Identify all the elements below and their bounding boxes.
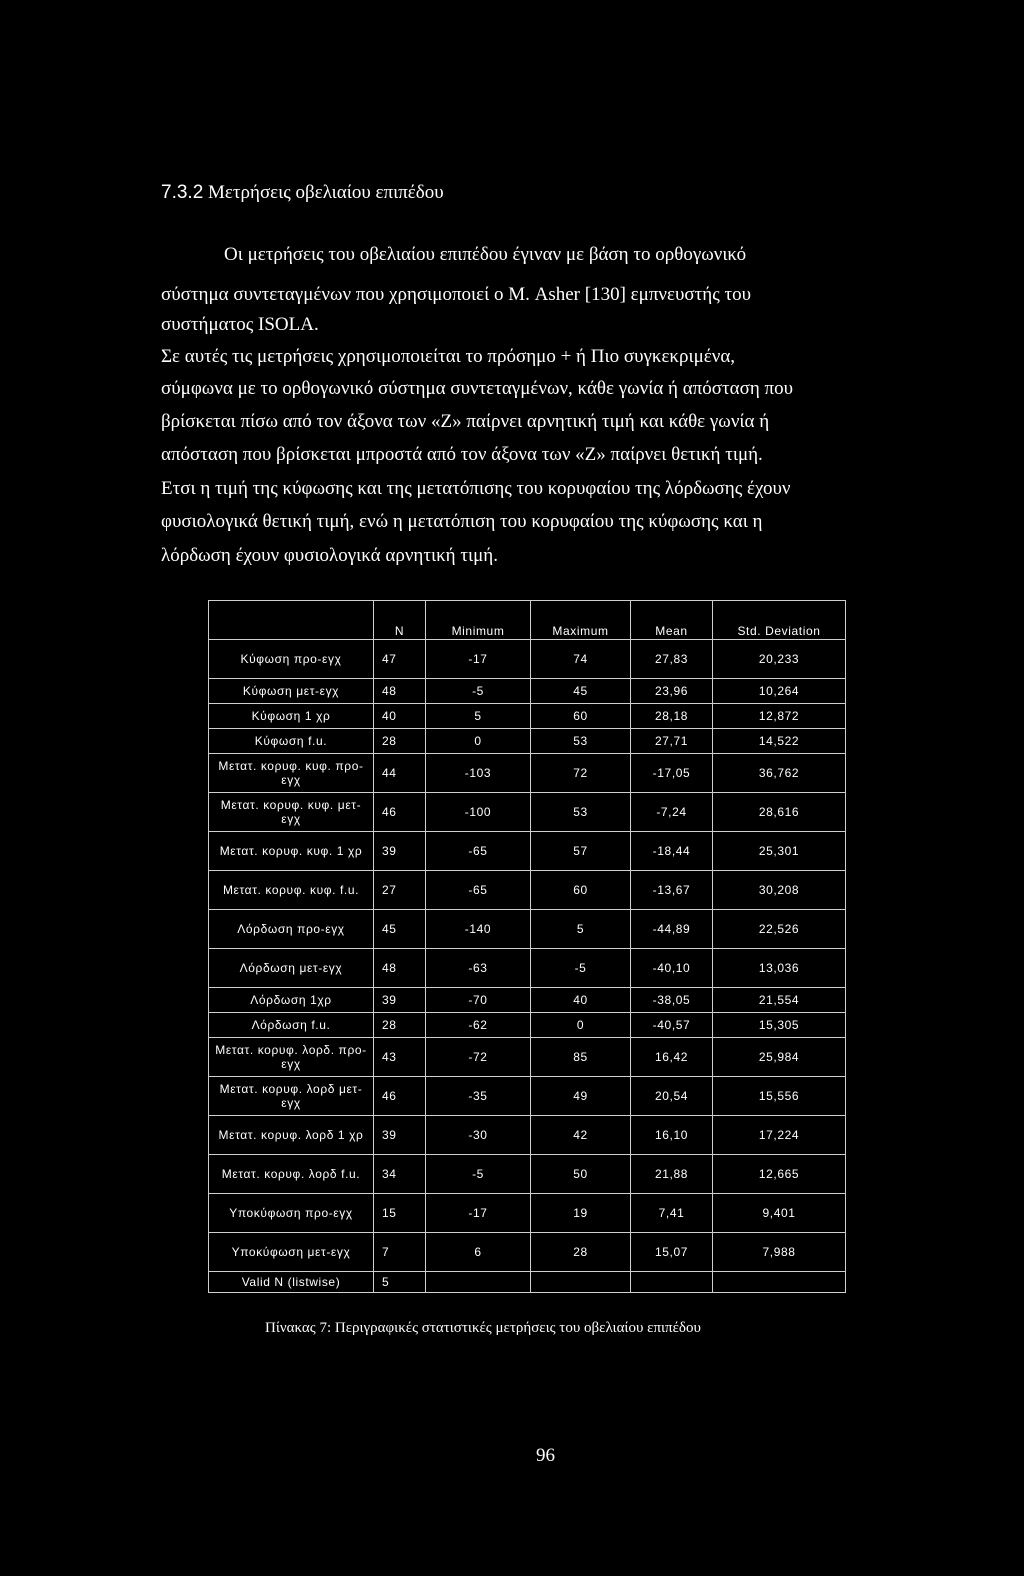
cell-mean: -38,05 xyxy=(631,988,713,1013)
cell-mean: -40,10 xyxy=(631,949,713,988)
row-label: Κύφωση μετ-εγχ xyxy=(209,679,374,704)
table-row xyxy=(209,640,846,679)
cell-n: 43 xyxy=(374,1038,426,1077)
cell-max: 74 xyxy=(531,640,631,679)
cell-n: 5 xyxy=(374,1272,426,1293)
cell-mean: -40,57 xyxy=(631,1013,713,1038)
row-label: Υποκύφωση προ-εγχ xyxy=(209,1194,374,1233)
column-header: Minimum xyxy=(426,601,531,640)
cell-n: 15 xyxy=(374,1194,426,1233)
cell-mean: -44,89 xyxy=(631,910,713,949)
cell-min: -65 xyxy=(426,832,531,871)
cell-n: 27 xyxy=(374,871,426,910)
cell-min: 0 xyxy=(426,729,531,754)
cell-std: 21,554 xyxy=(713,988,846,1013)
table-row xyxy=(209,1038,846,1077)
cell-max: 49 xyxy=(531,1077,631,1116)
table-row xyxy=(209,1155,846,1194)
cell-min: -72 xyxy=(426,1038,531,1077)
row-label: Κύφωση f.u. xyxy=(209,729,374,754)
table-row xyxy=(209,679,846,704)
paragraph-line: Οι μετρήσεις του οβελιαίου επιπέδου έγιναν με βάση το ορθογωνικό xyxy=(224,244,747,265)
cell-n: 28 xyxy=(374,1013,426,1038)
row-label: Μετατ. κορυφ. κυφ. μετ-εγχ xyxy=(209,793,374,832)
cell-min: -65 xyxy=(426,871,531,910)
cell-min xyxy=(426,1272,531,1293)
cell-n: 45 xyxy=(374,910,426,949)
cell-n: 40 xyxy=(374,704,426,729)
cell-std xyxy=(713,1272,846,1293)
cell-min: -17 xyxy=(426,1194,531,1233)
table-row xyxy=(209,1194,846,1233)
cell-n: 48 xyxy=(374,949,426,988)
cell-min: -5 xyxy=(426,679,531,704)
cell-min: -17 xyxy=(426,640,531,679)
cell-mean: -13,67 xyxy=(631,871,713,910)
cell-min: -70 xyxy=(426,988,531,1013)
cell-mean: 16,10 xyxy=(631,1116,713,1155)
column-header: Maximum xyxy=(531,601,631,640)
cell-min: -30 xyxy=(426,1116,531,1155)
column-header: Std. Deviation xyxy=(713,601,846,640)
row-label: Υποκύφωση μετ-εγχ xyxy=(209,1233,374,1272)
cell-min: -35 xyxy=(426,1077,531,1116)
cell-mean xyxy=(631,1272,713,1293)
row-label: Μετατ. κορυφ. λορδ μετ-εγχ xyxy=(209,1077,374,1116)
cell-std: 36,762 xyxy=(713,754,846,793)
cell-n: 48 xyxy=(374,679,426,704)
cell-n: 39 xyxy=(374,988,426,1013)
table-row xyxy=(209,871,846,910)
paragraph-line: σύστημα συντεταγμένων που χρησιμοποιεί ο Μ. Asher [130] εμπνευστής του xyxy=(161,284,752,305)
table-row xyxy=(209,1233,846,1272)
cell-mean: -7,24 xyxy=(631,793,713,832)
cell-max: 53 xyxy=(531,729,631,754)
cell-std: 20,233 xyxy=(713,640,846,679)
column-header: N xyxy=(374,601,426,640)
cell-max: 45 xyxy=(531,679,631,704)
cell-std: 14,522 xyxy=(713,729,846,754)
row-label: Λόρδωση προ-εγχ xyxy=(209,910,374,949)
row-label: Κύφωση 1 χρ xyxy=(209,704,374,729)
cell-n: 39 xyxy=(374,832,426,871)
row-label: Μετατ. κορυφ. κυφ. 1 χρ xyxy=(209,832,374,871)
cell-mean: 16,42 xyxy=(631,1038,713,1077)
cell-mean: 28,18 xyxy=(631,704,713,729)
table-row xyxy=(209,793,846,832)
cell-max: 40 xyxy=(531,988,631,1013)
paragraph-line: Ετσι η τιμή της κύφωσης και της μετατόπισης του κορυφαίου της λόρδωσης έχουν xyxy=(161,478,791,499)
cell-max: -5 xyxy=(531,949,631,988)
cell-n: 46 xyxy=(374,1077,426,1116)
cell-n: 7 xyxy=(374,1233,426,1272)
paragraph-line: φυσιολογικά θετική τιμή, ενώ η μετατόπιση του κορυφαίου της κύφωσης και η xyxy=(161,511,763,532)
row-label: Λόρδωση μετ-εγχ xyxy=(209,949,374,988)
cell-mean: 15,07 xyxy=(631,1233,713,1272)
cell-std: 7,988 xyxy=(713,1233,846,1272)
table-row xyxy=(209,988,846,1013)
cell-std: 25,301 xyxy=(713,832,846,871)
cell-min: 6 xyxy=(426,1233,531,1272)
cell-mean: -18,44 xyxy=(631,832,713,871)
cell-max: 60 xyxy=(531,704,631,729)
section-number: 7.3.2 xyxy=(161,182,204,203)
cell-std: 22,526 xyxy=(713,910,846,949)
paragraph-line: συστήματος ISOLA. xyxy=(161,314,319,335)
row-label: Μετατ. κορυφ. κυφ. f.u. xyxy=(209,871,374,910)
header-corner xyxy=(209,601,374,640)
cell-mean: 23,96 xyxy=(631,679,713,704)
table-row xyxy=(209,1077,846,1116)
cell-std: 12,665 xyxy=(713,1155,846,1194)
cell-max: 42 xyxy=(531,1116,631,1155)
paragraph-line: Σε αυτές τις μετρήσεις χρησιμοποιείται το πρόσημο + ή Πιο συγκεκριμένα, xyxy=(161,346,736,367)
row-label: Μετατ. κορυφ. κυφ. προ-εγχ xyxy=(209,754,374,793)
page-number: 96 xyxy=(536,1445,555,1466)
table-row xyxy=(209,1013,846,1038)
cell-std: 28,616 xyxy=(713,793,846,832)
table-row xyxy=(209,910,846,949)
cell-std: 12,872 xyxy=(713,704,846,729)
cell-min: -100 xyxy=(426,793,531,832)
cell-max: 72 xyxy=(531,754,631,793)
cell-n: 44 xyxy=(374,754,426,793)
cell-n: 46 xyxy=(374,793,426,832)
cell-min: -5 xyxy=(426,1155,531,1194)
cell-mean: 7,41 xyxy=(631,1194,713,1233)
cell-std: 15,556 xyxy=(713,1077,846,1116)
cell-max xyxy=(531,1272,631,1293)
cell-mean: -17,05 xyxy=(631,754,713,793)
cell-n: 34 xyxy=(374,1155,426,1194)
paragraph-line: απόσταση που βρίσκεται μπροστά από τον άξονα των «Ζ» παίρνει θετική τιμή. xyxy=(161,444,763,465)
cell-mean: 20,54 xyxy=(631,1077,713,1116)
table-row xyxy=(209,949,846,988)
cell-max: 19 xyxy=(531,1194,631,1233)
table-caption: Πίνακας 7: Περιγραφικές στατιστικές μετρήσεις του οβελιαίου επιπέδου xyxy=(265,1320,701,1336)
table-row xyxy=(209,754,846,793)
cell-std: 10,264 xyxy=(713,679,846,704)
cell-min: -103 xyxy=(426,754,531,793)
cell-max: 0 xyxy=(531,1013,631,1038)
table-row xyxy=(209,729,846,754)
row-label: Λόρδωση 1χρ xyxy=(209,988,374,1013)
cell-min: -63 xyxy=(426,949,531,988)
cell-std: 15,305 xyxy=(713,1013,846,1038)
cell-min: -140 xyxy=(426,910,531,949)
table-row xyxy=(209,1272,846,1293)
cell-max: 53 xyxy=(531,793,631,832)
row-label: Λόρδωση f.u. xyxy=(209,1013,374,1038)
row-label: Μετατ. κορυφ. λορδ. προ-εγχ xyxy=(209,1038,374,1077)
cell-max: 5 xyxy=(531,910,631,949)
table-row xyxy=(209,832,846,871)
paragraph-line: βρίσκεται πίσω από τον άξονα των «Ζ» παίρνει αρνητική τιμή και κάθε γωνία ή xyxy=(161,411,770,432)
paragraph-line: λόρδωση έχουν φυσιολογικά αρνητική τιμή. xyxy=(161,545,498,566)
cell-std: 13,036 xyxy=(713,949,846,988)
cell-min: -62 xyxy=(426,1013,531,1038)
cell-mean: 21,88 xyxy=(631,1155,713,1194)
cell-n: 39 xyxy=(374,1116,426,1155)
cell-max: 50 xyxy=(531,1155,631,1194)
cell-std: 17,224 xyxy=(713,1116,846,1155)
cell-max: 28 xyxy=(531,1233,631,1272)
row-label: Μετατ. κορυφ. λορδ f.u. xyxy=(209,1155,374,1194)
column-header: Mean xyxy=(631,601,713,640)
cell-max: 85 xyxy=(531,1038,631,1077)
table-header-row xyxy=(209,601,846,640)
paragraph-line: σύμφωνα με το ορθογωνικό σύστημα συντεταγμένων, κάθε γωνία ή απόσταση που xyxy=(161,378,794,399)
cell-n: 47 xyxy=(374,640,426,679)
cell-min: 5 xyxy=(426,704,531,729)
cell-max: 57 xyxy=(531,832,631,871)
row-label: Μετατ. κορυφ. λορδ 1 χρ xyxy=(209,1116,374,1155)
cell-std: 9,401 xyxy=(713,1194,846,1233)
cell-std: 25,984 xyxy=(713,1038,846,1077)
table-row xyxy=(209,1116,846,1155)
cell-std: 30,208 xyxy=(713,871,846,910)
row-label: Κύφωση προ-εγχ xyxy=(209,640,374,679)
table-row xyxy=(209,704,846,729)
cell-mean: 27,83 xyxy=(631,640,713,679)
section-title: Μετρήσεις οβελιαίου επιπέδου xyxy=(208,182,444,203)
statistics-table xyxy=(208,600,846,1293)
cell-max: 60 xyxy=(531,871,631,910)
cell-n: 28 xyxy=(374,729,426,754)
cell-mean: 27,71 xyxy=(631,729,713,754)
section-heading xyxy=(161,182,444,204)
row-label: Valid N (listwise) xyxy=(209,1272,374,1293)
